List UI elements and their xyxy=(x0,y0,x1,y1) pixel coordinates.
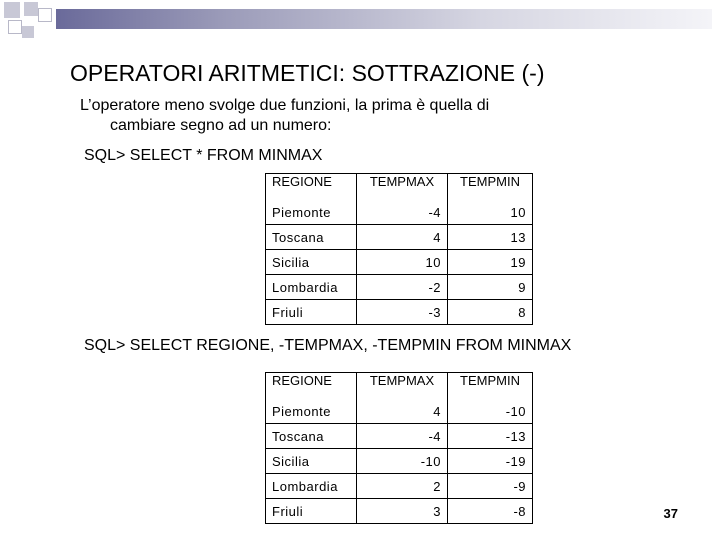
cell-tempmin: -9 xyxy=(448,474,533,499)
column-header-regione: REGIONE xyxy=(266,174,357,201)
cell-regione: Lombardia xyxy=(266,275,357,300)
cell-tempmax: 4 xyxy=(357,399,448,424)
result-table-1 xyxy=(265,173,533,325)
cell-tempmin: -13 xyxy=(448,424,533,449)
table-row xyxy=(266,200,533,225)
table-header-row xyxy=(266,373,533,400)
cell-tempmax: 3 xyxy=(357,499,448,524)
sql-query-2: SQL> SELECT REGIONE, -TEMPMAX, -TEMPMIN FROM MINMAX xyxy=(84,337,572,354)
cell-regione: Friuli xyxy=(266,499,357,524)
cell-tempmin: 9 xyxy=(448,275,533,300)
decorative-square xyxy=(4,2,20,18)
result-table-2 xyxy=(265,372,533,524)
cell-tempmax: -3 xyxy=(357,300,448,325)
cell-tempmax: -4 xyxy=(357,424,448,449)
cell-tempmin: -19 xyxy=(448,449,533,474)
cell-regione: Sicilia xyxy=(266,250,357,275)
table-row xyxy=(266,225,533,250)
decorative-square xyxy=(22,26,34,38)
table-row xyxy=(266,499,533,524)
cell-tempmin: 13 xyxy=(448,225,533,250)
column-header-tempmin: TEMPMIN xyxy=(460,373,520,388)
sql-query-1: SQL> SELECT * FROM MINMAX xyxy=(84,147,323,164)
cell-tempmin: 19 xyxy=(448,250,533,275)
description xyxy=(80,96,489,136)
table-row xyxy=(266,275,533,300)
slide-title: OPERATORI ARITMETICI: SOTTRAZIONE (-) xyxy=(70,60,545,86)
cell-tempmin: 8 xyxy=(518,304,526,320)
column-header-regione: REGIONE xyxy=(266,373,357,400)
cell-regione: Piemonte xyxy=(266,399,357,424)
decorative-square xyxy=(8,20,22,34)
cell-tempmax: -2 xyxy=(357,275,448,300)
page-number: 37 xyxy=(663,506,678,521)
cell-tempmax: -4 xyxy=(357,200,448,225)
column-header-tempmin: TEMPMIN xyxy=(460,174,520,189)
cell-tempmax: 2 xyxy=(357,474,448,499)
table-row xyxy=(266,424,533,449)
cell-regione: Friuli xyxy=(266,300,357,325)
cell-tempmin: 10 xyxy=(448,200,533,225)
cell-regione: Piemonte xyxy=(266,200,357,225)
decorative-square xyxy=(38,8,52,22)
decorative-square xyxy=(24,2,38,16)
table-header-row xyxy=(266,174,533,201)
table-row xyxy=(266,300,533,325)
cell-regione: Toscana xyxy=(266,225,357,250)
description-line-2: cambiare segno ad un numero: xyxy=(110,117,332,134)
cell-regione: Lombardia xyxy=(266,474,357,499)
cell-regione: Sicilia xyxy=(266,449,357,474)
column-header-tempmax: TEMPMAX xyxy=(357,174,448,201)
table-row xyxy=(266,399,533,424)
column-header-tempmax: TEMPMAX xyxy=(357,373,448,400)
description-line-1: L’operatore meno svolge due funzioni, la prima è quella di xyxy=(80,97,490,114)
cell-regione: Toscana xyxy=(266,424,357,449)
table-row xyxy=(266,449,533,474)
cell-tempmin: -10 xyxy=(448,399,533,424)
cell-tempmin: -8 xyxy=(513,503,526,519)
cell-tempmax: 4 xyxy=(357,225,448,250)
header-gradient-bar xyxy=(56,9,712,29)
cell-tempmax: -10 xyxy=(357,449,448,474)
cell-tempmax: 10 xyxy=(357,250,448,275)
table-row xyxy=(266,474,533,499)
table-row xyxy=(266,250,533,275)
